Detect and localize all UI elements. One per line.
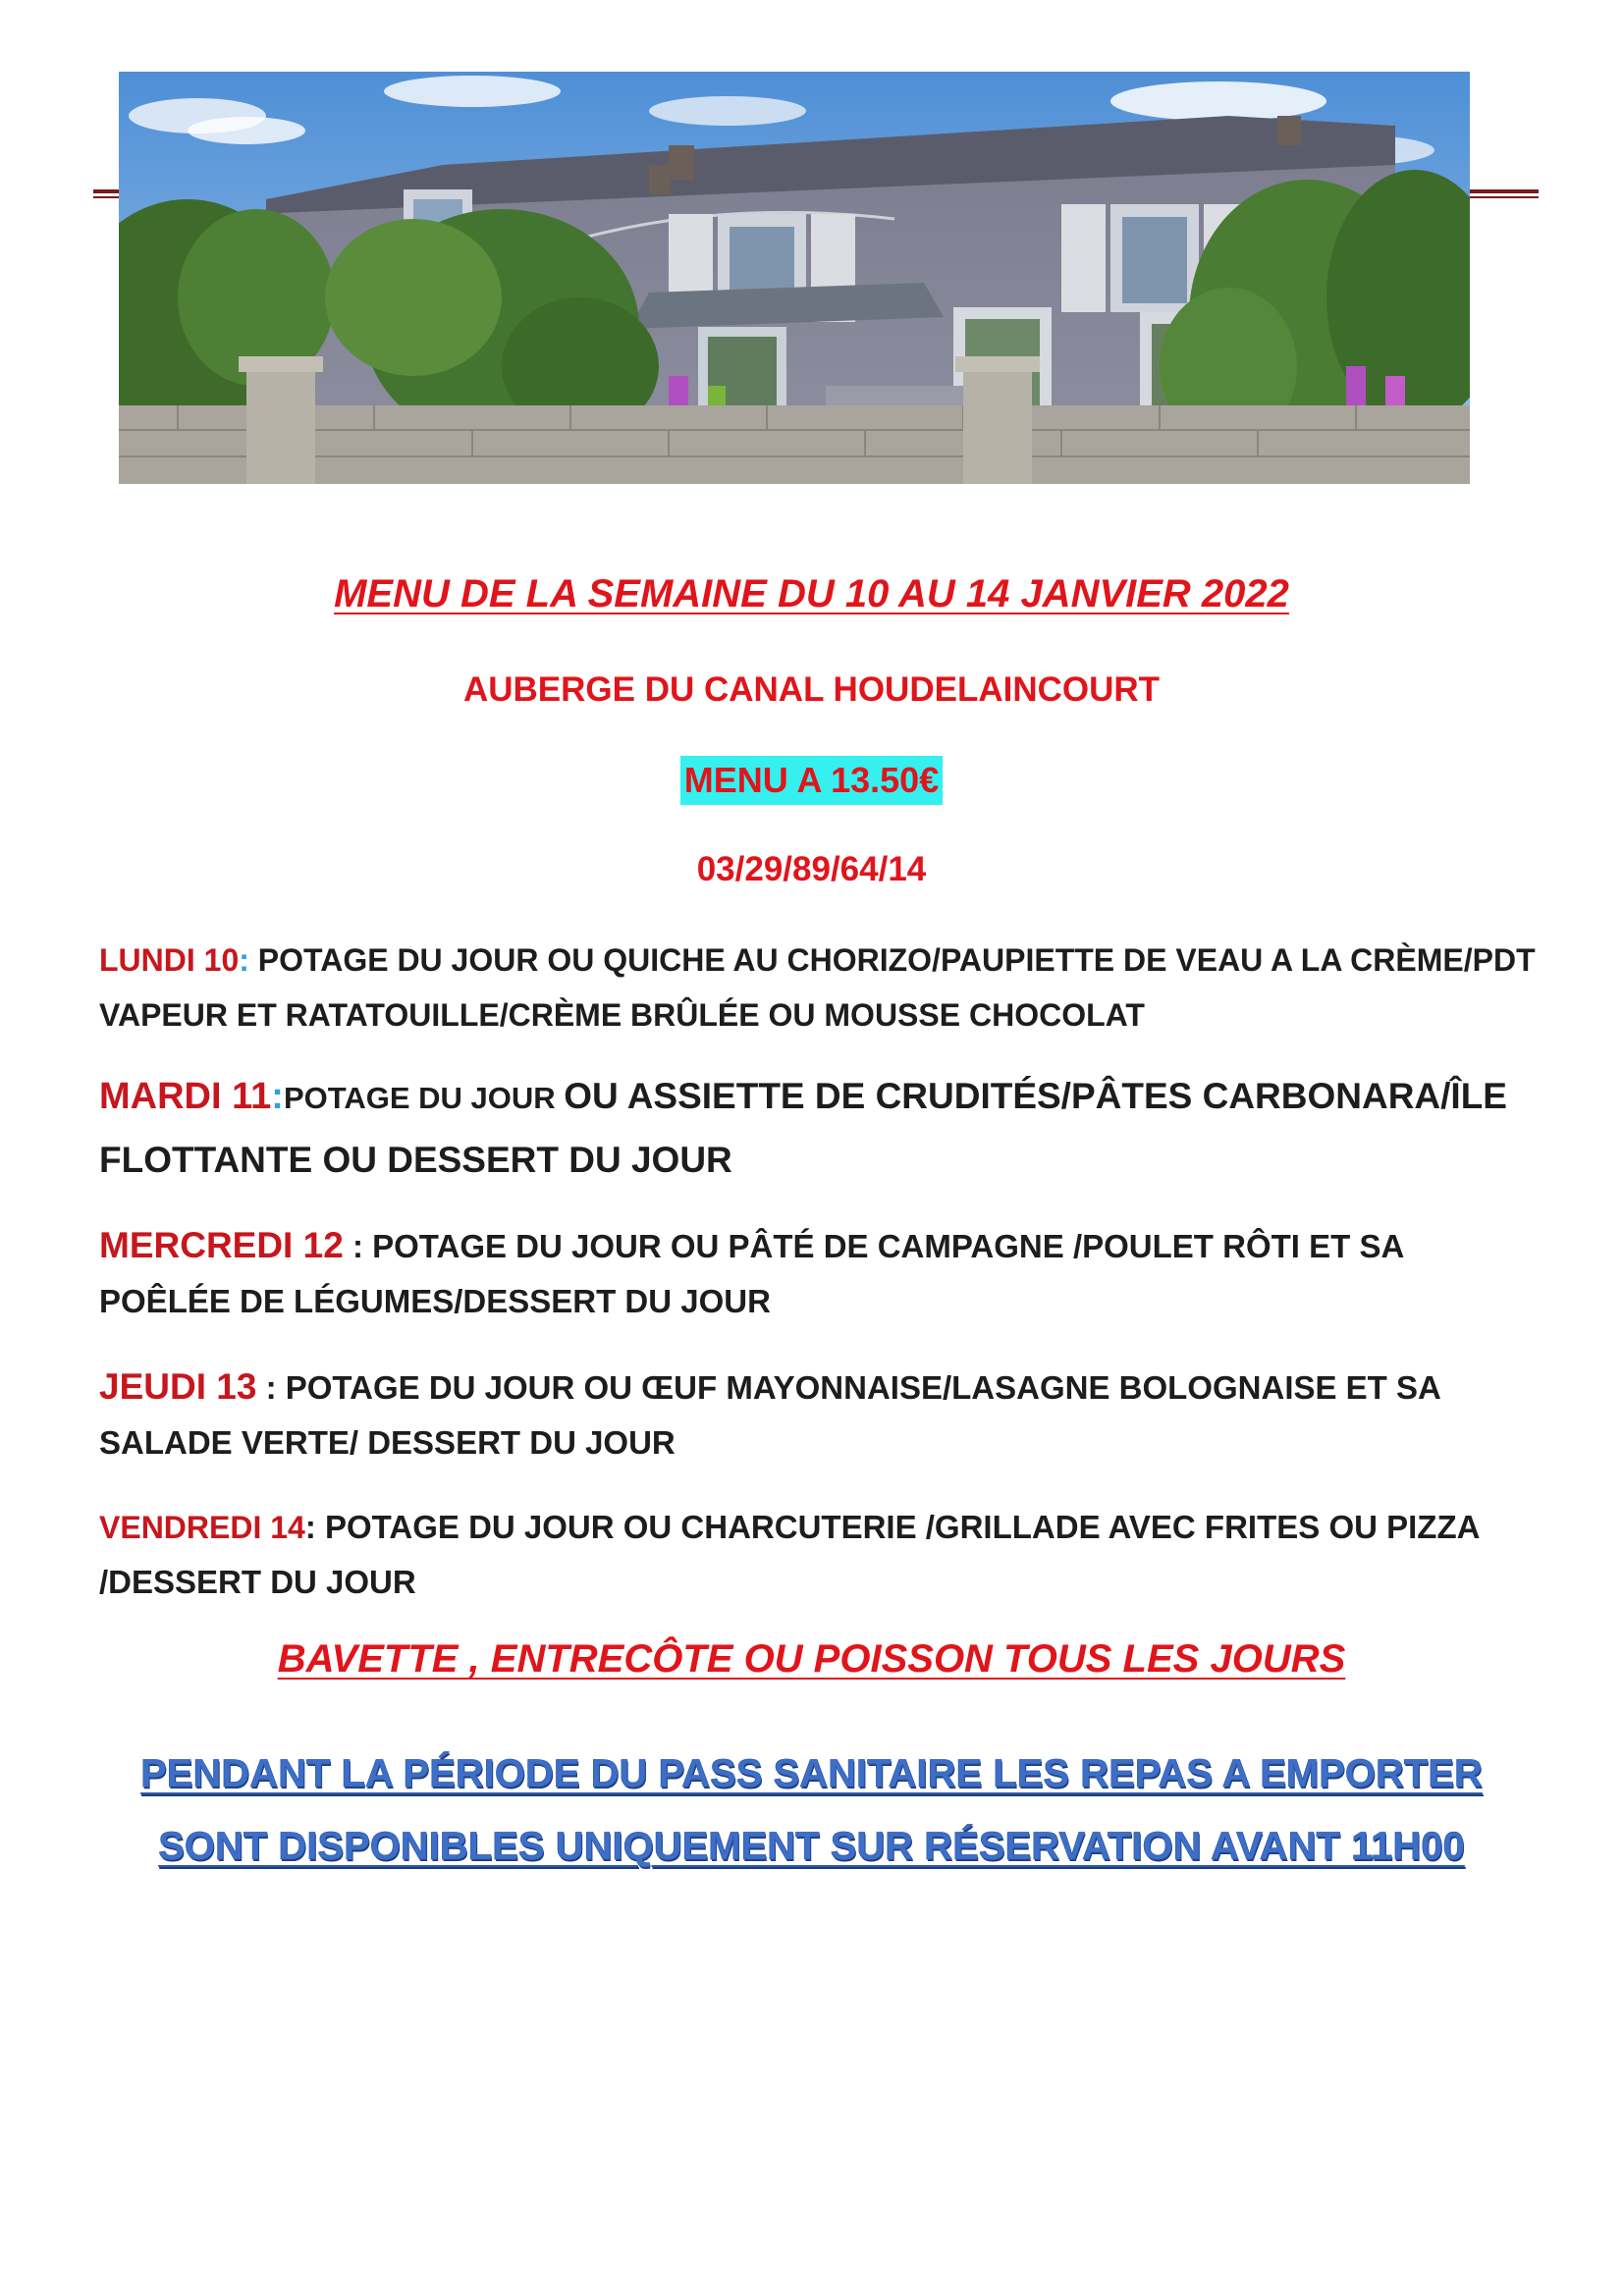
restaurant-photo xyxy=(119,72,1470,484)
day-entry-lundi xyxy=(99,933,1542,1042)
day-entry-mercredi xyxy=(99,1218,1542,1329)
day-menu-mercredi: : POTAGE DU JOUR OU PÂTÉ DE CAMPAGNE /POULET RÔTI ET SA POÊLÉE DE LÉGUMES/DESSERT DU JOUR xyxy=(99,1228,1404,1319)
takeaway-notice-line2: SONT DISPONIBLES UNIQUEMENT SUR RÉSERVATION AVANT 11H00 xyxy=(158,1825,1465,1868)
day-menu-lundi: POTAGE DU JOUR OU QUICHE AU CHORIZO/PAUPIETTE DE VEAU A LA CRÈME/PDT VAPEUR ET RATATOUILLE/CRÈME BRÛLÉE OU MOUSSE CHOCOLAT xyxy=(99,942,1536,1033)
day-label-vendredi: VENDREDI 14 xyxy=(99,1510,305,1545)
takeaway-notice xyxy=(0,1737,1623,1883)
day-entry-mardi xyxy=(99,1065,1542,1191)
day-menu-jeudi: : POTAGE DU JOUR OU ŒUF MAYONNAISE/LASAGNE BOLOGNAISE ET SA SALADE VERTE/ DESSERT DU JOUR xyxy=(99,1369,1440,1461)
day-entry-jeudi xyxy=(99,1360,1542,1470)
day-label-mardi: MARDI 11 xyxy=(99,1076,272,1117)
day-menu-mardi: OU ASSIETTE DE CRUDITÉS/PÂTES CARBONARA/ÎLE FLOTTANTE OU DESSERT DU JOUR xyxy=(99,1076,1507,1180)
day-entry-vendredi xyxy=(99,1500,1542,1610)
day-menu-mardi-potage: POTAGE DU JOUR xyxy=(283,1081,565,1115)
menu-price: MENU A 13.50€ xyxy=(680,756,943,805)
phone-number: 03/29/89/64/14 xyxy=(696,850,927,888)
daily-specials: BAVETTE , ENTRECÔTE OU POISSON TOUS LES JOURS xyxy=(277,1637,1346,1681)
day-label-mercredi: MERCREDI 12 xyxy=(99,1225,344,1265)
takeaway-notice-line1: PENDANT LA PÉRIODE DU PASS SANITAIRE LES REPAS A EMPORTER xyxy=(140,1752,1483,1795)
menu-title: MENU DE LA SEMAINE DU 10 AU 14 JANVIER 2022 xyxy=(334,572,1289,615)
price-block xyxy=(0,756,1623,805)
day-separator-lundi: : xyxy=(239,942,249,978)
day-label-jeudi: JEUDI 13 xyxy=(99,1366,257,1407)
restaurant-photo-illustration xyxy=(119,72,1470,484)
day-menu-vendredi: : POTAGE DU JOUR OU CHARCUTERIE /GRILLADE AVEC FRITES OU PIZZA /DESSERT DU JOUR xyxy=(99,1509,1480,1600)
day-separator-mardi: : xyxy=(271,1076,284,1117)
restaurant-name: AUBERGE DU CANAL HOUDELAINCOURT xyxy=(462,670,1161,709)
day-label-lundi: LUNDI 10 xyxy=(99,942,240,978)
